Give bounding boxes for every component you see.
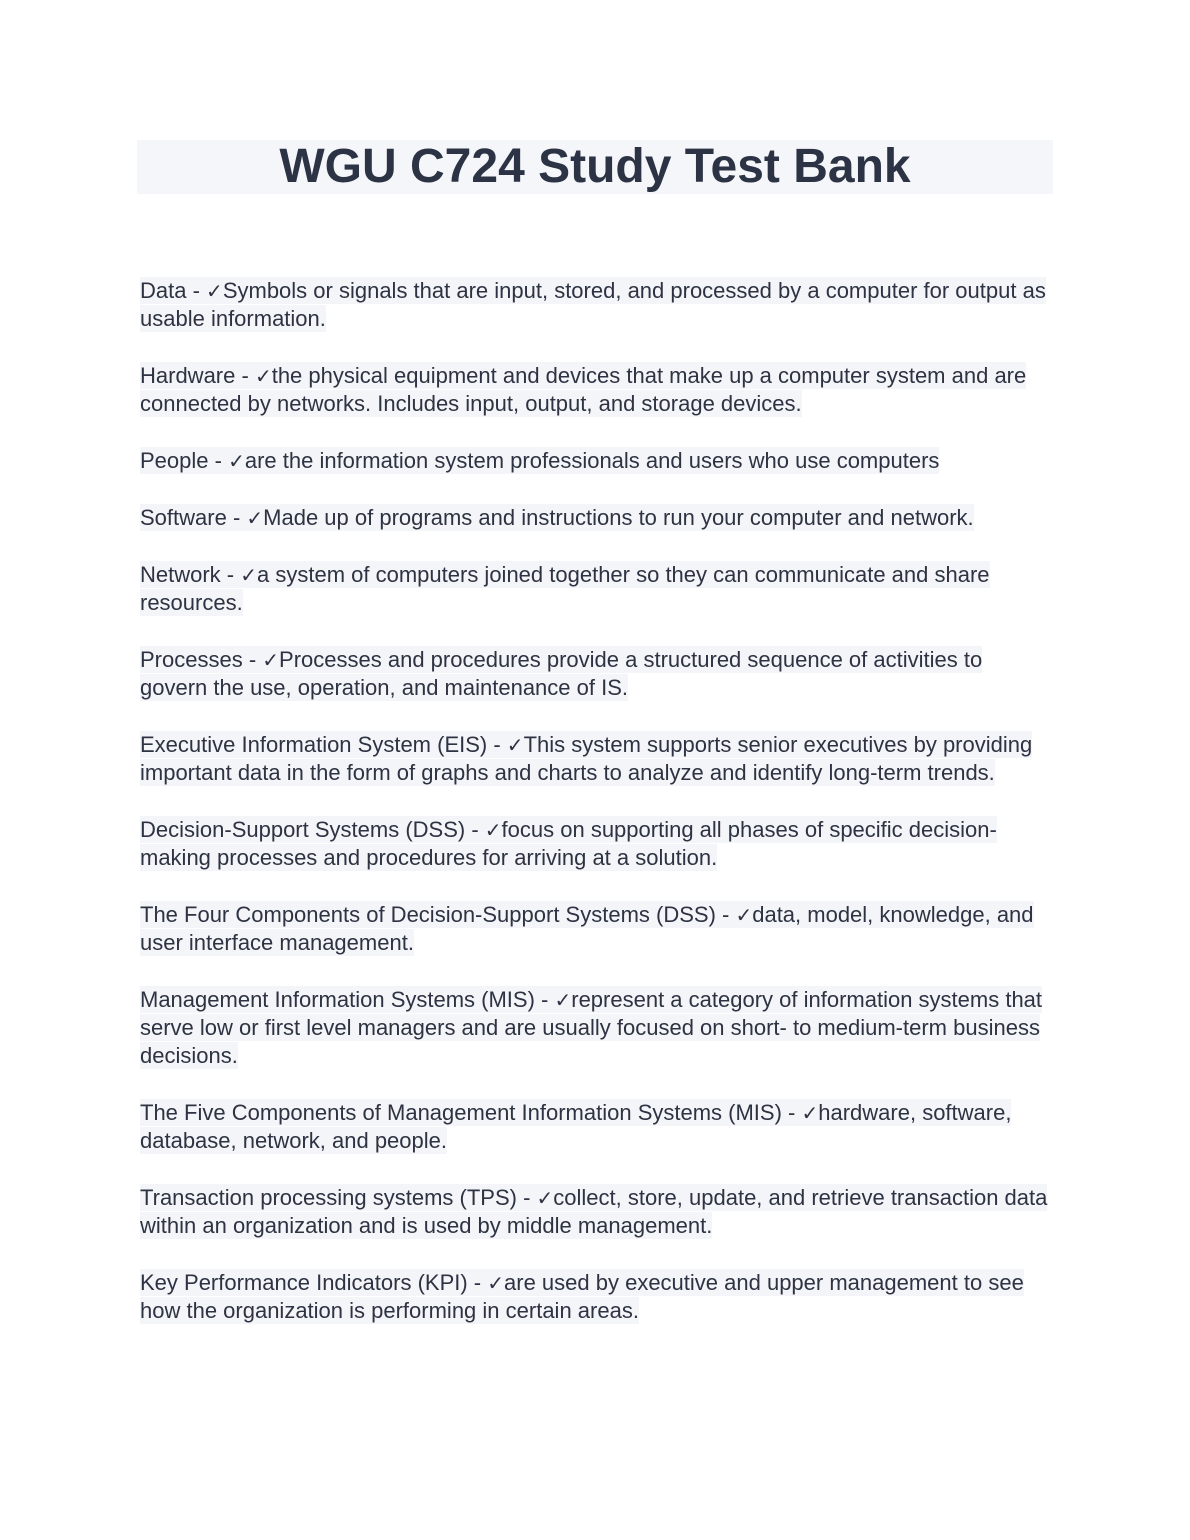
entry-item bbox=[140, 362, 1055, 418]
entry-separator: - bbox=[715, 902, 736, 927]
entry-term: Transaction processing systems (TPS) bbox=[140, 1185, 517, 1210]
entry-text bbox=[140, 504, 974, 531]
entry-text bbox=[140, 1184, 1047, 1239]
entry-separator: - bbox=[226, 505, 247, 530]
entry-separator: - bbox=[465, 817, 485, 842]
entry-term: The Five Components of Management Information Systems (MIS) bbox=[140, 1100, 782, 1125]
entry-text bbox=[140, 561, 990, 616]
entry-separator: - bbox=[208, 448, 229, 473]
entry-term: Processes bbox=[140, 647, 243, 672]
entry-definition: collect, store, update, and retrieve transaction data within an organization and is used by middle management. bbox=[140, 1185, 1048, 1238]
check-icon: ✓ bbox=[735, 903, 753, 927]
check-icon: ✓ bbox=[228, 449, 245, 473]
entry-definition: Made up of programs and instructions to run your computer and network. bbox=[263, 505, 974, 530]
check-icon: ✓ bbox=[506, 733, 524, 757]
entry-term: Management Information Systems (MIS) bbox=[140, 987, 535, 1012]
entry-term: Hardware bbox=[140, 363, 236, 388]
entry-item bbox=[140, 901, 1055, 957]
check-icon: ✓ bbox=[246, 506, 264, 530]
entry-list bbox=[140, 277, 1055, 1354]
entry-text bbox=[140, 901, 1034, 956]
entry-separator: - bbox=[487, 732, 507, 757]
entry-separator: - bbox=[242, 647, 263, 672]
entry-text bbox=[140, 277, 1046, 332]
entry-definition: focus on supporting all phases of specific decision-making processes and procedures for arriving at a solution. bbox=[140, 817, 997, 870]
entry-text bbox=[140, 731, 1032, 786]
entry-text bbox=[140, 1099, 1011, 1154]
entry-separator: - bbox=[467, 1270, 488, 1295]
entry-term: The Four Components of Decision-Support Systems (DSS) bbox=[140, 902, 716, 927]
entry-term: Executive Information System (EIS) bbox=[140, 732, 488, 757]
entry-text bbox=[140, 816, 997, 871]
entry-separator: - bbox=[220, 562, 241, 587]
check-icon: ✓ bbox=[487, 1271, 505, 1295]
check-icon: ✓ bbox=[801, 1101, 819, 1125]
check-icon: ✓ bbox=[262, 648, 280, 672]
entry-definition: a system of computers joined together so they can communicate and share resources. bbox=[140, 562, 990, 615]
entry-item bbox=[140, 504, 1055, 532]
entry-definition: hardware, software, database, network, and people. bbox=[140, 1100, 1012, 1153]
entry-text bbox=[140, 362, 1026, 417]
check-icon: ✓ bbox=[554, 988, 572, 1012]
entry-item bbox=[140, 561, 1055, 617]
check-icon: ✓ bbox=[254, 364, 272, 388]
entry-definition: the physical equipment and devices that make up a computer system and are connected by networks. Includes input, output, and storage devices. bbox=[140, 363, 1027, 416]
entry-term: Data bbox=[140, 278, 187, 303]
entry-definition: This system supports senior executives by providing important data in the form of graphs and charts to analyze and identify long-term trends. bbox=[140, 732, 1033, 785]
entry-text bbox=[140, 986, 1042, 1069]
entry-text bbox=[140, 1269, 1024, 1324]
entry-text bbox=[140, 447, 939, 474]
entry-item bbox=[140, 277, 1055, 333]
entry-separator: - bbox=[516, 1185, 537, 1210]
entry-definition: are the information system professionals and users who use computers bbox=[244, 448, 940, 473]
check-icon: ✓ bbox=[206, 279, 223, 303]
entry-item bbox=[140, 731, 1055, 787]
entry-definition: Processes and procedures provide a structured sequence of activities to govern the use, operation, and maintenance of IS. bbox=[140, 647, 983, 700]
entry-text bbox=[140, 646, 982, 701]
document-title: WGU C724 Study Test Bank bbox=[279, 140, 911, 193]
entry-separator: - bbox=[235, 363, 255, 388]
check-icon: ✓ bbox=[484, 818, 502, 842]
entry-separator: - bbox=[534, 987, 555, 1012]
entry-definition: are used by executive and upper management to see how the organization is performing in certain areas. bbox=[140, 1270, 1024, 1323]
entry-definition: represent a category of information systems that serve low or first level managers and are usually focused on short- to medium-term business decisions. bbox=[140, 987, 1043, 1068]
entry-term: Decision-Support Systems (DSS) bbox=[140, 817, 466, 842]
check-icon: ✓ bbox=[536, 1186, 554, 1210]
entry-term: Network bbox=[140, 562, 221, 587]
entry-item bbox=[140, 646, 1055, 702]
entry-term: Key Performance Indicators (KPI) bbox=[140, 1270, 468, 1295]
entry-item bbox=[140, 1184, 1055, 1240]
entry-item bbox=[140, 986, 1055, 1070]
entry-item bbox=[140, 1269, 1055, 1325]
title-band bbox=[137, 140, 1053, 194]
entry-definition: data, model, knowledge, and user interface management. bbox=[140, 902, 1034, 955]
entry-separator: - bbox=[781, 1100, 802, 1125]
entry-item bbox=[140, 1099, 1055, 1155]
entry-term: People bbox=[140, 448, 209, 473]
entry-separator: - bbox=[186, 278, 207, 303]
entry-item bbox=[140, 447, 1055, 475]
entry-item bbox=[140, 816, 1055, 872]
entry-term: Software bbox=[140, 505, 227, 530]
entry-definition: Symbols or signals that are input, stored, and processed by a computer for output as usable information. bbox=[140, 278, 1046, 331]
check-icon: ✓ bbox=[240, 563, 258, 587]
